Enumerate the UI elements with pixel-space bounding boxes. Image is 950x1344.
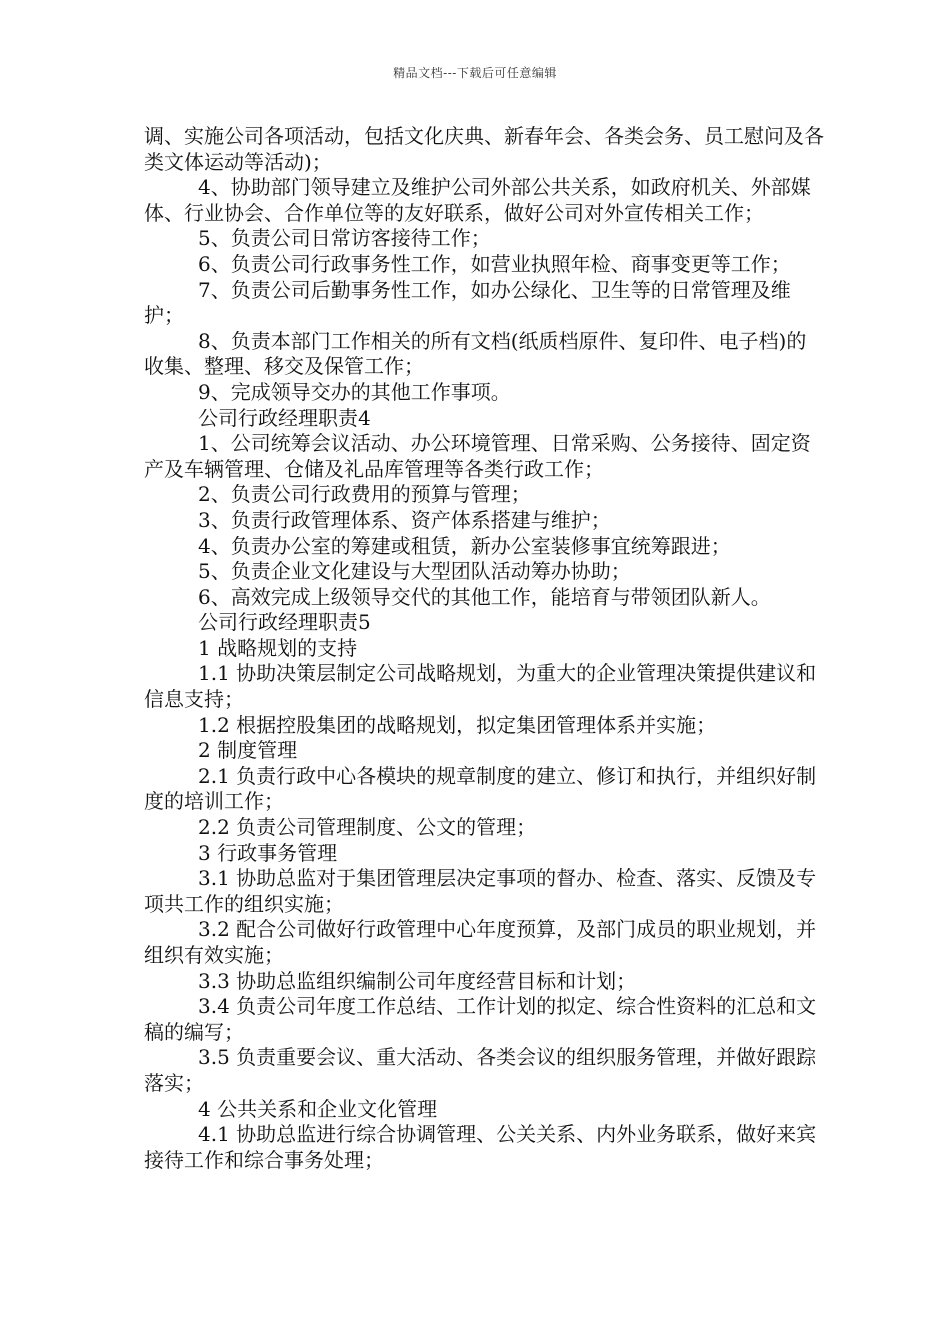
paragraph: 4、协助部门领导建立及维护公司外部公共关系，如政府机关、外部媒体、行业协会、合作单位等的友好联系，做好公司对外宣传相关工作； — [144, 175, 811, 225]
paragraph: 4、负责办公室的筹建或租赁，新办公室装修事宜统筹跟进； — [198, 533, 731, 558]
paragraph: 6、负责公司行政事务性工作，如营业执照年检、商事变更等工作； — [198, 251, 791, 276]
paragraph: 2、负责公司行政费用的预算与管理； — [198, 482, 531, 507]
paragraph: 调、实施公司各项活动，包括文化庆典、新春年会、各类会务、员工慰问及各类文体运动等活动)； — [144, 124, 824, 174]
paragraph: 3.3 协助总监组织编制公司年度经营目标和计划； — [198, 968, 637, 993]
paragraph: 5、负责公司日常访客接待工作； — [198, 226, 491, 251]
paragraph: 3.4 负责公司年度工作总结、工作计划的拟定、综合性资料的汇总和文稿的编写； — [144, 994, 817, 1044]
subsection-heading: 4 公共关系和企业文化管理 — [198, 1096, 438, 1121]
paragraph: 1、公司统筹会议活动、办公环境管理、日常采购、公务接待、固定资产及车辆管理、仓储及礼品库管理等各类行政工作； — [144, 431, 811, 481]
subsection-heading: 2 制度管理 — [198, 738, 298, 763]
paragraph: 1.1 协助决策层制定公司战略规划，为重大的企业管理决策提供建议和信息支持； — [144, 661, 817, 712]
paragraph: 6、高效完成上级领导交代的其他工作，能培育与带领团队新人。 — [198, 584, 771, 609]
paragraph: 1.2 根据控股集团的战略规划，拟定集团管理体系并实施； — [198, 712, 717, 737]
subsection-heading: 3 行政事务管理 — [198, 840, 338, 865]
paragraph: 3.1 协助总监对于集团管理层决定事项的督办、检查、落实、反馈及专项共工作的组织实施； — [144, 866, 817, 916]
paragraph: 3.5 负责重要会议、重大活动、各类会议的组织服务管理，并做好跟踪落实； — [144, 1045, 817, 1095]
paragraph: 5、负责企业文化建设与大型团队活动筹办协助； — [198, 559, 631, 584]
subsection-heading: 1 战略规划的支持 — [198, 635, 358, 660]
paragraph: 7、负责公司后勤事务性工作，如办公绿化、卫生等的日常管理及维护； — [144, 277, 791, 328]
paragraph: 9、完成领导交办的其他工作事项。 — [198, 379, 511, 404]
paragraph: 4.1 协助总监进行综合协调管理、公关关系、内外业务联系，做好来宾接待工作和综合事务处理； — [144, 1122, 817, 1172]
paragraph: 3、负责行政管理体系、资产体系搭建与维护； — [198, 507, 611, 532]
paragraph: 2.2 负责公司管理制度、公文的管理； — [198, 815, 537, 840]
paragraph: 3.2 配合公司做好行政管理中心年度预算，及部门成员的职业规划，并组织有效实施； — [144, 917, 817, 967]
document-body — [144, 124, 824, 1173]
page-header: 精品文档---下载后可任意编辑 — [393, 66, 557, 80]
paragraph: 2.1 负责行政中心各模块的规章制度的建立、修订和执行，并组织好制度的培训工作； — [144, 763, 817, 814]
section-heading: 公司行政经理职责5 — [198, 610, 371, 635]
paragraph: 8、负责本部门工作相关的所有文档(纸质档原件、复印件、电子档)的收集、整理、移交及保管工作； — [144, 328, 807, 379]
section-heading: 公司行政经理职责4 — [198, 405, 371, 430]
